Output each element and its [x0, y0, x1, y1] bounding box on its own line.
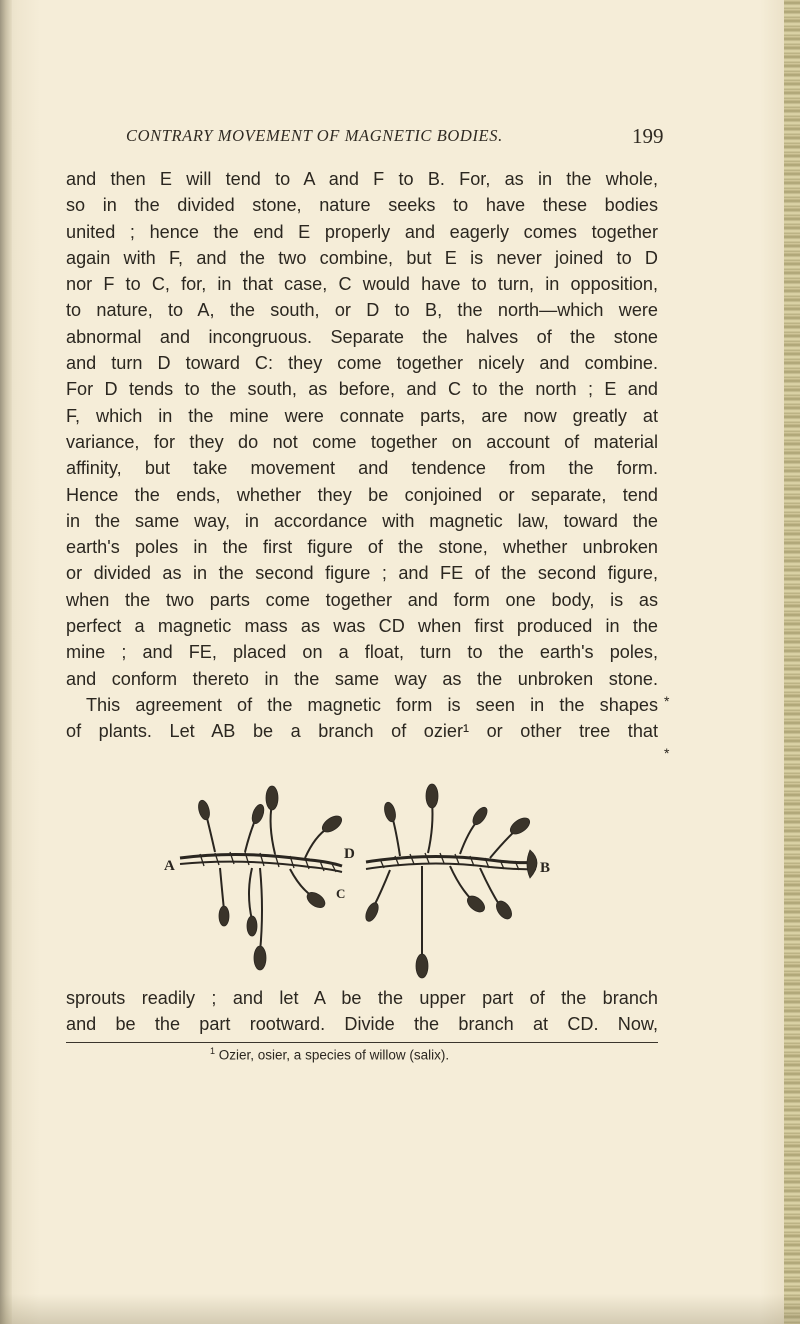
margin-asterisk: *	[664, 745, 670, 761]
willow-branch-figure	[160, 770, 556, 984]
body-line: F, which in the mine were connate parts, are now greatly at	[66, 405, 658, 426]
body-line: of plants. Let AB be a branch of ozier¹ or other tree that	[66, 721, 658, 742]
book-spine-shadow	[0, 0, 12, 1324]
body-line: abnormal and incongruous. Separate the halves of the stone	[66, 326, 658, 347]
body-line: to nature, to A, the south, or D to B, the north—which were	[66, 300, 658, 321]
body-line: and conform thereto in the same way as the unbroken stone.	[66, 668, 658, 689]
body-line: nor F to C, for, in that case, C would have to turn, in opposition,	[66, 274, 658, 295]
page-number: 199	[632, 124, 664, 148]
body-line: united ; hence the end E properly and eagerly comes together	[66, 221, 658, 242]
running-title: CONTRARY MOVEMENT OF MAGNETIC BODIES.	[126, 126, 503, 145]
body-line: For D tends to the south, as before, and C to the north ; E and	[66, 379, 658, 400]
body-line: This agreement of the magnetic form is seen in the shapes	[86, 694, 658, 715]
page-bottom-shadow	[0, 1294, 800, 1324]
body-text	[66, 166, 658, 745]
body-line: mine ; and FE, placed on a float, turn to the earth's poles,	[66, 642, 658, 663]
footnote	[210, 1046, 630, 1063]
body-line: variance, for they do not come together on account of material	[66, 431, 658, 452]
body-line: and then E will tend to A and F to B. For, as in the whole,	[66, 169, 658, 189]
branch-illustration	[160, 770, 556, 984]
body-line: or divided as in the second figure ; and FE of the second figure,	[66, 563, 658, 584]
margin-asterisk: *	[664, 693, 670, 709]
continuation-text	[66, 985, 658, 1038]
body-line: when the two parts come together and form one body, is as	[66, 589, 658, 610]
footnote-marker: 1	[210, 1046, 216, 1056]
figure-label-c: C	[336, 886, 346, 901]
footnote-text: Ozier, osier, a species of willow (salix).	[218, 1047, 450, 1063]
body-line: affinity, but take movement and tendence from the form.	[66, 458, 658, 479]
body-line: and turn D toward C: they come together nicely and combine.	[66, 353, 658, 374]
body-line: in the same way, in accordance with magnetic law, toward the	[66, 510, 658, 531]
figure-label-b: B	[540, 860, 551, 876]
body-line: and be the part rootward. Divide the branch at CD. Now,	[66, 1014, 658, 1035]
figure-label-a: A	[164, 858, 175, 874]
body-line: sprouts readily ; and let A be the upper part of the branch	[66, 988, 658, 1008]
figure-label-d: D	[344, 846, 355, 862]
body-line: Hence the ends, whether they be conjoined or separate, tend	[66, 484, 658, 505]
body-line: perfect a magnetic mass as was CD when first produced in the	[66, 616, 658, 637]
footnote-divider	[66, 1042, 658, 1043]
page-edge	[784, 0, 800, 1324]
body-line: earth's poles in the first figure of the stone, whether unbroken	[66, 537, 658, 558]
body-line: again with F, and the two combine, but E is never joined to D	[66, 247, 658, 268]
body-line: so in the divided stone, nature seeks to have these bodies	[66, 195, 658, 216]
